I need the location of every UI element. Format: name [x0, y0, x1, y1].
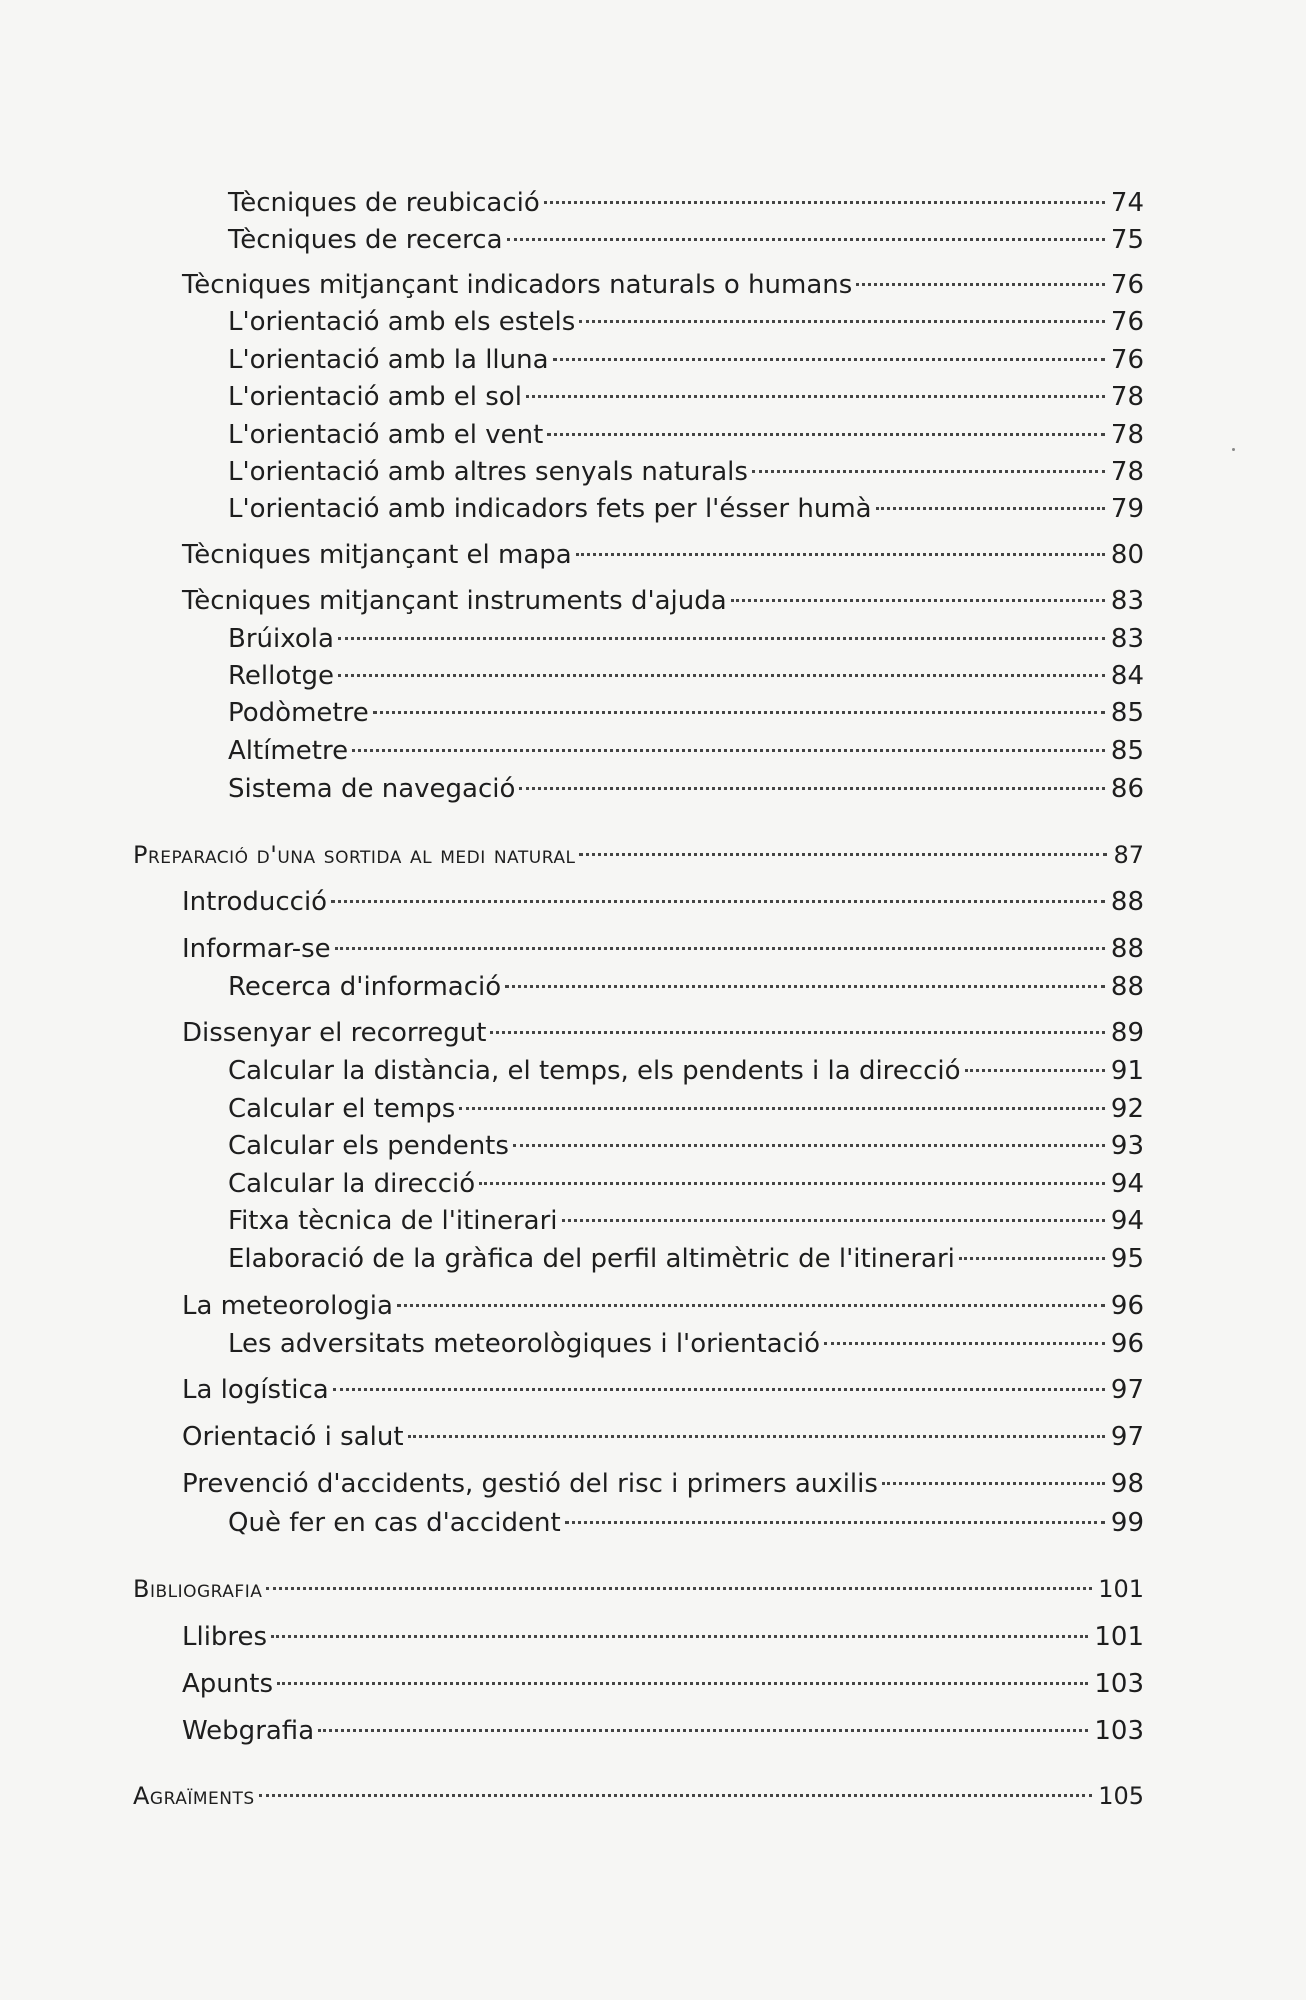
toc-entry-label: Rellotge: [228, 661, 334, 691]
toc-entry-page: 78: [1110, 457, 1144, 487]
toc-entry-page: 75: [1110, 225, 1144, 255]
leader-dots: [856, 283, 1105, 286]
toc-entry-page: 74: [1110, 188, 1144, 218]
toc-entry[interactable]: [228, 418, 1144, 452]
toc-entry-page: 96: [1110, 1291, 1144, 1321]
toc-entry-label: Dissenyar el recorregut: [182, 1018, 487, 1048]
leader-dots: [333, 1388, 1105, 1391]
toc-entry[interactable]: [228, 1506, 1144, 1540]
toc-entry-label: L'orientació amb indicadors fets per l'ésser humà: [228, 494, 872, 524]
toc-entry-label: Calcular la direcció: [228, 1169, 476, 1199]
toc-entry-label: La meteorologia: [182, 1291, 393, 1321]
toc-entry[interactable]: [182, 932, 1144, 966]
toc-entry-page: 96: [1110, 1329, 1144, 1359]
leader-dots: [266, 1587, 1092, 1590]
toc-entry-label: Brúixola: [228, 624, 334, 654]
toc-entry-label: La logística: [182, 1375, 329, 1405]
toc-entry[interactable]: [228, 1327, 1144, 1361]
toc-entry-page: 92: [1110, 1094, 1144, 1124]
toc-entry-page: 94: [1110, 1206, 1144, 1236]
toc-entry-label: Les adversitats meteorològiques i l'orientació: [228, 1329, 821, 1359]
toc-chapter-page: 87: [1113, 841, 1144, 869]
leader-dots: [513, 1144, 1105, 1147]
toc-entry-label: Tècniques mitjançant indicadors naturals o humans: [182, 270, 853, 300]
toc-entry-page: 91: [1110, 1056, 1144, 1086]
toc-entry-page: 83: [1110, 586, 1144, 616]
toc-entry-page: 95: [1110, 1244, 1144, 1274]
toc-entry[interactable]: [182, 1420, 1144, 1454]
toc-entry-page: 85: [1110, 698, 1144, 728]
leader-dots: [882, 1482, 1105, 1485]
toc-entry-page: 76: [1110, 307, 1144, 337]
toc-entry[interactable]: [182, 1714, 1144, 1748]
toc-entry-page: 80: [1110, 540, 1144, 570]
toc-chapter[interactable]: [133, 1779, 1144, 1813]
toc-entry-label: Prevenció d'accidents, gestió del risc i primers auxilis: [182, 1469, 878, 1499]
leader-dots: [579, 320, 1105, 323]
toc-entry-label: Orientació i salut: [182, 1422, 404, 1452]
leader-dots: [318, 1729, 1088, 1732]
toc-entry-label: L'orientació amb el sol: [228, 382, 522, 412]
toc-entry[interactable]: [228, 186, 1144, 220]
toc-entry-label: Tècniques de recerca: [228, 225, 503, 255]
toc-entry[interactable]: [228, 305, 1144, 339]
toc-entry[interactable]: [228, 1054, 1144, 1088]
leader-dots: [271, 1635, 1088, 1638]
toc-entry-label: Sistema de navegació: [228, 774, 516, 804]
toc-entry[interactable]: [228, 1129, 1144, 1163]
leader-dots: [505, 985, 1105, 988]
leader-dots: [408, 1435, 1105, 1438]
toc-entry-label: Recerca d'informació: [228, 972, 502, 1002]
leader-dots: [562, 1219, 1105, 1222]
toc-entry-page: 97: [1110, 1375, 1144, 1405]
toc-entry[interactable]: [182, 1620, 1144, 1654]
toc-entry-page: 88: [1110, 887, 1144, 917]
toc-entry[interactable]: [228, 734, 1144, 768]
toc-entry-label: Fitxa tècnica de l'itinerari: [228, 1206, 558, 1236]
toc-entry-label: L'orientació amb els estels: [228, 307, 576, 337]
leader-dots: [338, 637, 1105, 640]
toc-entry[interactable]: [228, 380, 1144, 414]
leader-dots: [490, 1031, 1104, 1034]
toc-entry[interactable]: [182, 1016, 1144, 1050]
toc-entry[interactable]: [182, 1667, 1144, 1701]
toc-entry-page: 94: [1110, 1169, 1144, 1199]
leader-dots: [277, 1682, 1088, 1685]
scan-speck: [1232, 448, 1235, 451]
leader-dots: [338, 674, 1105, 677]
leader-dots: [259, 1794, 1093, 1797]
toc-entry-label: Llibres: [182, 1622, 268, 1652]
toc-entry-page: 79: [1110, 494, 1144, 524]
toc-entry-page: 93: [1110, 1131, 1144, 1161]
leader-dots: [752, 470, 1105, 473]
toc-entry-page: 101: [1094, 1622, 1144, 1652]
toc-entry-label: L'orientació amb altres senyals naturals: [228, 457, 748, 487]
toc-entry-page: 78: [1110, 420, 1144, 450]
toc-entry-label: Apunts: [182, 1669, 273, 1699]
toc-entry-page: 89: [1110, 1018, 1144, 1048]
toc-chapter-label: Bibliografia: [133, 1575, 263, 1603]
toc-entry-page: 76: [1110, 270, 1144, 300]
toc-entry[interactable]: [182, 1373, 1144, 1407]
toc-entry[interactable]: [228, 223, 1144, 257]
leader-dots: [352, 749, 1105, 752]
leader-dots: [526, 395, 1105, 398]
toc-entry-label: Calcular la distància, el temps, els pendents i la direcció: [228, 1056, 961, 1086]
toc-chapter-page: 101: [1098, 1575, 1144, 1603]
toc-entry-label: Informar-se: [182, 934, 331, 964]
toc-entry-page: 78: [1110, 382, 1144, 412]
leader-dots: [824, 1342, 1105, 1345]
leader-dots: [965, 1069, 1105, 1072]
toc-entry-label: Tècniques de reubicació: [228, 188, 540, 218]
leader-dots: [576, 553, 1105, 556]
toc-entry-label: Tècniques mitjançant el mapa: [182, 540, 572, 570]
leader-dots: [397, 1304, 1105, 1307]
toc-entry-page: 86: [1110, 774, 1144, 804]
toc-entry[interactable]: [182, 885, 1144, 919]
toc-entry-label: Webgrafia: [182, 1716, 315, 1746]
toc-entry-label: Calcular el temps: [228, 1094, 456, 1124]
toc-entry[interactable]: [182, 1467, 1144, 1501]
leader-dots: [553, 358, 1105, 361]
toc-entry-label: Introducció: [182, 887, 328, 917]
toc-entry[interactable]: [228, 455, 1144, 489]
toc-chapter-page: 105: [1098, 1782, 1144, 1810]
toc-entry[interactable]: [182, 584, 1144, 618]
toc-entry-page: 103: [1094, 1716, 1144, 1746]
leader-dots: [544, 201, 1105, 204]
toc-entry-label: Elaboració de la gràfica del perfil altimètric de l'itinerari: [228, 1244, 955, 1274]
leader-dots: [959, 1257, 1105, 1260]
toc-entry[interactable]: [228, 1242, 1144, 1276]
toc-entry[interactable]: [228, 970, 1144, 1004]
toc-entry[interactable]: [228, 622, 1144, 656]
toc-entry-page: 88: [1110, 934, 1144, 964]
toc-entry[interactable]: [228, 659, 1144, 693]
leader-dots: [331, 900, 1105, 903]
toc-entry-page: 84: [1110, 661, 1144, 691]
leader-dots: [547, 433, 1105, 436]
toc-entry-page: 88: [1110, 972, 1144, 1002]
leader-dots: [459, 1107, 1105, 1110]
leader-dots: [876, 507, 1105, 510]
toc-entry-label: L'orientació amb el vent: [228, 420, 544, 450]
leader-dots: [731, 599, 1105, 602]
toc-entry-label: L'orientació amb la lluna: [228, 345, 549, 375]
toc-entry[interactable]: [228, 492, 1144, 526]
toc-chapter[interactable]: [133, 838, 1144, 872]
toc-chapter-label: Agraïments: [133, 1782, 255, 1810]
leader-dots: [519, 787, 1104, 790]
toc-entry-page: 76: [1110, 345, 1144, 375]
toc-entry-label: Tècniques mitjançant instruments d'ajuda: [182, 586, 727, 616]
toc-entry-page: 98: [1110, 1469, 1144, 1499]
toc-entry[interactable]: [228, 1204, 1144, 1238]
toc-entry[interactable]: [228, 1167, 1144, 1201]
leader-dots: [479, 1182, 1105, 1185]
toc-entry-page: 85: [1110, 736, 1144, 766]
toc-entry[interactable]: [182, 1289, 1144, 1323]
toc-entry-page: 103: [1094, 1669, 1144, 1699]
toc-entry-label: Calcular els pendents: [228, 1131, 509, 1161]
toc-chapter[interactable]: [133, 1572, 1144, 1606]
toc-entry-label: Podòmetre: [228, 698, 369, 728]
leader-dots: [335, 947, 1105, 950]
leader-dots: [373, 711, 1105, 714]
toc-entry[interactable]: [228, 772, 1144, 806]
leader-dots: [565, 1521, 1105, 1524]
toc-entry-label: Altímetre: [228, 736, 349, 766]
toc-entry-page: 97: [1110, 1422, 1144, 1452]
toc-entry-page: 83: [1110, 624, 1144, 654]
toc-entry-label: Què fer en cas d'accident: [228, 1508, 561, 1538]
toc-entry[interactable]: [182, 538, 1144, 572]
leader-dots: [507, 238, 1105, 241]
leader-dots: [579, 853, 1107, 856]
toc-entry[interactable]: [228, 343, 1144, 377]
toc-entry[interactable]: [228, 1092, 1144, 1126]
toc-entry[interactable]: [228, 696, 1144, 730]
toc-entry-page: 99: [1110, 1508, 1144, 1538]
toc-entry[interactable]: [182, 268, 1144, 302]
toc-chapter-label: Preparació d'una sortida al medi natural: [133, 841, 576, 869]
